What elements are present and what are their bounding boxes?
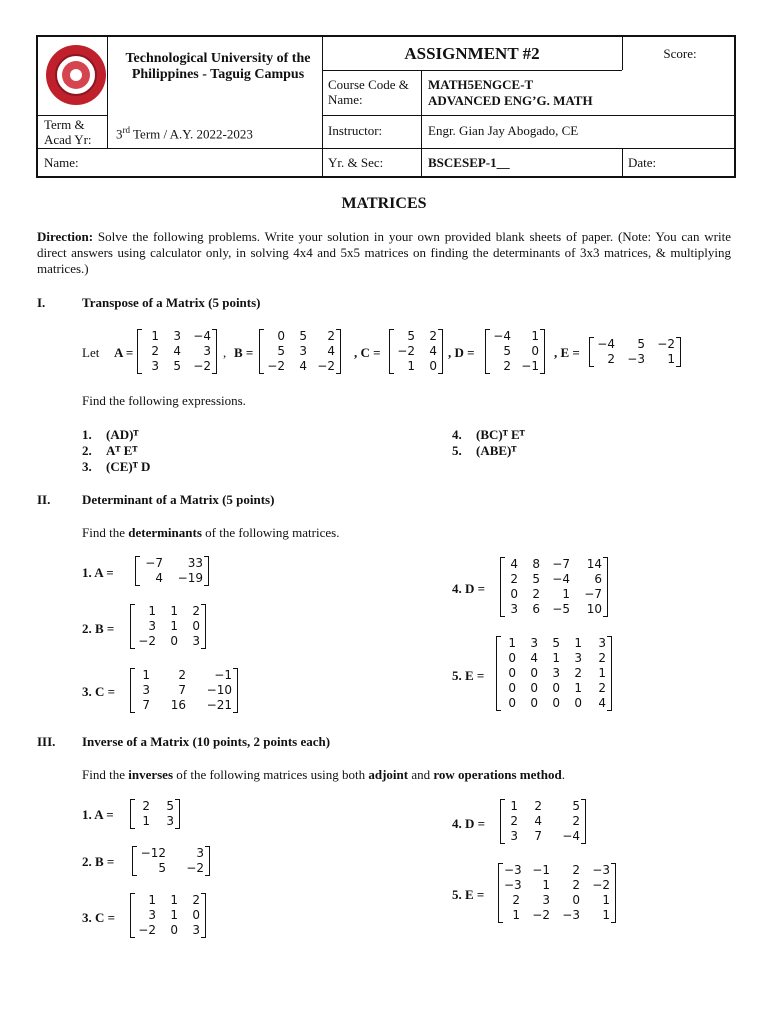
matrix-cell: 1 bbox=[602, 908, 610, 922]
matrix-cell: 5 bbox=[166, 799, 174, 813]
matrix-cell: 5 bbox=[532, 572, 540, 586]
matrix-label: B = bbox=[234, 345, 254, 360]
university-logo bbox=[46, 45, 106, 105]
matrix-cell: 1 bbox=[170, 908, 178, 922]
matrix-cell: 2 bbox=[192, 893, 200, 907]
matrix-cell: 4 bbox=[327, 344, 335, 358]
matrix-cell: 0 bbox=[530, 681, 538, 695]
right-bracket bbox=[438, 329, 443, 374]
matrix-cell: −4 bbox=[193, 329, 211, 343]
divider bbox=[622, 148, 623, 178]
matrix-C bbox=[133, 668, 235, 713]
matrix-cell: 1 bbox=[562, 587, 570, 601]
matrix-cell: 3 bbox=[574, 651, 582, 665]
matrix-cell: −1 bbox=[521, 359, 539, 373]
section-number: I. bbox=[37, 295, 46, 310]
item-number: 4. bbox=[452, 427, 462, 442]
matrix-cell: 3 bbox=[192, 923, 200, 937]
matrix-cell: 3 bbox=[510, 602, 518, 616]
matrix-cell: 2 bbox=[192, 604, 200, 618]
instructor-label: Instructor: bbox=[328, 123, 383, 138]
matrix-cell: 2 bbox=[510, 814, 518, 828]
matrix-cell: 3 bbox=[148, 908, 156, 922]
matrix-cell: 2 bbox=[574, 666, 582, 680]
matrix-cell: 2 bbox=[178, 668, 186, 682]
divider bbox=[322, 70, 622, 71]
matrix-cell: −4 bbox=[562, 829, 580, 843]
matrix-cell: 3 bbox=[510, 829, 518, 843]
left-bracket bbox=[389, 329, 394, 374]
matrix-cell: 4 bbox=[510, 557, 518, 571]
matrix-cell: 1 bbox=[531, 329, 539, 343]
divider bbox=[107, 37, 108, 148]
matrix-label: 1. A = bbox=[82, 565, 114, 580]
matrix-cell: 1 bbox=[667, 352, 675, 366]
matrix-cell: 3 bbox=[173, 329, 181, 343]
matrix-cell: 0 bbox=[552, 681, 560, 695]
item-number: 3. bbox=[82, 459, 92, 474]
matrix-cell: −12 bbox=[140, 846, 166, 860]
matrix-cell: −2 bbox=[657, 337, 675, 351]
section-number: III. bbox=[37, 734, 56, 749]
matrix-cell: 0 bbox=[429, 359, 437, 373]
matrix-label: 2. B = bbox=[82, 621, 115, 636]
matrix-cell: 5 bbox=[173, 359, 181, 373]
matrix-cell: 14 bbox=[586, 557, 602, 571]
yr-sec-value: BSCESEP-1__ bbox=[428, 155, 510, 170]
matrix-cell: 0 bbox=[574, 696, 582, 710]
matrix-cell: −19 bbox=[177, 571, 203, 585]
assignment-title: ASSIGNMENT #2 bbox=[404, 44, 540, 63]
right-bracket bbox=[175, 799, 180, 829]
matrix-label: , E = bbox=[554, 345, 580, 360]
matrix-E bbox=[501, 863, 613, 923]
left-bracket bbox=[132, 846, 137, 876]
matrix-cell: 3 bbox=[552, 666, 560, 680]
right-bracket bbox=[676, 337, 681, 367]
matrix-cell: 3 bbox=[148, 619, 156, 633]
matrix-label: 5. E = bbox=[452, 668, 485, 683]
matrix-cell: 1 bbox=[142, 668, 150, 682]
matrix-cell: 0 bbox=[192, 619, 200, 633]
item-number: 2. bbox=[82, 443, 92, 458]
left-bracket bbox=[498, 863, 503, 923]
matrix-cell: 4 bbox=[534, 814, 542, 828]
left-bracket bbox=[496, 636, 501, 711]
let-label: Let bbox=[82, 345, 100, 360]
matrix-cell: 4 bbox=[598, 696, 606, 710]
matrix-cell: 5 bbox=[407, 329, 415, 343]
matrix-cell: 0 bbox=[192, 908, 200, 922]
matrix-cell: 5 bbox=[158, 861, 166, 875]
matrix-cell: 4 bbox=[173, 344, 181, 358]
matrix-B bbox=[133, 604, 203, 649]
matrix-cell: −3 bbox=[504, 863, 522, 877]
term-value: 3rd Term / A.Y. 2022-2023 bbox=[116, 125, 253, 142]
matrix-cell: −4 bbox=[493, 329, 511, 343]
left-bracket bbox=[259, 329, 264, 374]
matrix-cell: −1 bbox=[532, 863, 550, 877]
matrix-E bbox=[499, 636, 609, 711]
matrix-cell: 0 bbox=[170, 923, 178, 937]
matrix-cell: −21 bbox=[206, 698, 232, 712]
matrix-cell: −4 bbox=[552, 572, 570, 586]
matrix-cell: 3 bbox=[203, 344, 211, 358]
course-label: Course Code & Name: bbox=[328, 77, 409, 107]
left-bracket bbox=[500, 557, 505, 617]
matrix-cell: 2 bbox=[142, 799, 150, 813]
matrix-cell: 8 bbox=[532, 557, 540, 571]
matrix-label: 1. A = bbox=[82, 807, 114, 822]
right-bracket bbox=[212, 329, 217, 374]
matrix-cell: 0 bbox=[572, 893, 580, 907]
item-number: 1. bbox=[82, 427, 92, 442]
instruction: Find the inverses of the following matrices using both adjoint and row operations method. bbox=[82, 767, 565, 782]
matrix-cell: −3 bbox=[592, 863, 610, 877]
matrix-cell: 0 bbox=[277, 329, 285, 343]
matrix-cell: −4 bbox=[597, 337, 615, 351]
matrix-cell: 1 bbox=[148, 604, 156, 618]
item-expression: (AD)ᵀ bbox=[106, 427, 139, 442]
matrix-cell: 1 bbox=[148, 893, 156, 907]
matrix-cell: 3 bbox=[542, 893, 550, 907]
university-name: Technological University of the Philippines - Taguig Campus bbox=[125, 51, 311, 82]
matrix-cell: 5 bbox=[637, 337, 645, 351]
matrix-B bbox=[135, 846, 207, 876]
section-number: II. bbox=[37, 492, 51, 507]
item-number: 5. bbox=[452, 443, 462, 458]
matrix-cell: 1 bbox=[142, 814, 150, 828]
date-label: Date: bbox=[628, 155, 657, 170]
matrix-A bbox=[140, 329, 214, 374]
section-title: Determinant of a Matrix (5 points) bbox=[82, 492, 275, 507]
matrix-cell: 1 bbox=[574, 636, 582, 650]
matrix-cell: 3 bbox=[598, 636, 606, 650]
matrix-cell: 1 bbox=[542, 878, 550, 892]
matrix-cell: 1 bbox=[510, 799, 518, 813]
right-bracket bbox=[603, 557, 608, 617]
matrix-cell: −2 bbox=[532, 908, 550, 922]
matrix-cell: −2 bbox=[138, 923, 156, 937]
right-bracket bbox=[581, 799, 586, 844]
matrix-cell: 3 bbox=[530, 636, 538, 650]
matrix-cell: 1 bbox=[598, 666, 606, 680]
matrix-cell: 4 bbox=[429, 344, 437, 358]
matrix-label: 4. D = bbox=[452, 581, 486, 596]
right-bracket bbox=[540, 329, 545, 374]
right-bracket bbox=[336, 329, 341, 374]
right-bracket bbox=[607, 636, 612, 711]
matrix-cell: 2 bbox=[327, 329, 335, 343]
matrix-cell: 5 bbox=[503, 344, 511, 358]
score-label: Score: bbox=[663, 46, 697, 61]
matrix-cell: 5 bbox=[299, 329, 307, 343]
divider bbox=[38, 148, 736, 149]
course-code: MATH5ENGCE-T bbox=[428, 77, 534, 92]
right-bracket bbox=[201, 604, 206, 649]
right-bracket bbox=[204, 556, 209, 586]
matrix-cell: 1 bbox=[508, 636, 516, 650]
matrix-cell: 0 bbox=[510, 587, 518, 601]
matrix-cell: −2 bbox=[186, 861, 204, 875]
matrix-cell: 0 bbox=[531, 344, 539, 358]
matrix-cell: −3 bbox=[627, 352, 645, 366]
name-label: Name: bbox=[44, 155, 79, 170]
matrix-cell: 5 bbox=[552, 636, 560, 650]
instruction: Find the following expressions. bbox=[82, 393, 246, 408]
right-bracket bbox=[205, 846, 210, 876]
matrix-label: , C = bbox=[354, 345, 381, 360]
matrix-cell: 2 bbox=[512, 893, 520, 907]
matrix-cell: −10 bbox=[206, 683, 232, 697]
matrix-B bbox=[262, 329, 338, 374]
matrix-cell: 7 bbox=[534, 829, 542, 843]
matrix-cell: 2 bbox=[572, 814, 580, 828]
matrix-cell: 2 bbox=[534, 799, 542, 813]
matrix-cell: −2 bbox=[138, 634, 156, 648]
matrix-cell: 1 bbox=[602, 893, 610, 907]
matrix-cell: 2 bbox=[572, 878, 580, 892]
section-title: Transpose of a Matrix (5 points) bbox=[82, 295, 261, 310]
item-expression: (BC)ᵀ Eᵀ bbox=[476, 427, 525, 442]
matrix-cell: 4 bbox=[155, 571, 163, 585]
matrix-cell: 3 bbox=[196, 846, 204, 860]
matrix-label: 3. C = bbox=[82, 684, 116, 699]
matrix-cell: −2 bbox=[267, 359, 285, 373]
matrix-D bbox=[503, 557, 605, 617]
matrix-cell: 7 bbox=[142, 698, 150, 712]
matrix-cell: 2 bbox=[572, 863, 580, 877]
matrix-cell: 6 bbox=[532, 602, 540, 616]
matrix-cell: −2 bbox=[397, 344, 415, 358]
matrix-cell: 3 bbox=[142, 683, 150, 697]
matrix-cell: 0 bbox=[552, 696, 560, 710]
left-bracket bbox=[135, 556, 140, 586]
matrix-A bbox=[133, 799, 177, 829]
divider bbox=[322, 115, 736, 116]
matrix-C bbox=[133, 893, 203, 938]
matrix-cell: 4 bbox=[530, 651, 538, 665]
matrix-cell: 1 bbox=[512, 908, 520, 922]
matrix-cell: 1 bbox=[574, 681, 582, 695]
matrix-cell: 3 bbox=[151, 359, 159, 373]
matrix-cell: 2 bbox=[151, 344, 159, 358]
item-expression: (ABE)ᵀ bbox=[476, 443, 517, 458]
matrix-cell: −7 bbox=[584, 587, 602, 601]
matrix-cell: 6 bbox=[594, 572, 602, 586]
matrix-D bbox=[488, 329, 542, 374]
matrix-cell: −2 bbox=[317, 359, 335, 373]
instructor-value: Engr. Gian Jay Abogado, CE bbox=[428, 123, 579, 138]
matrix-cell: 2 bbox=[598, 681, 606, 695]
matrix-label: A = bbox=[114, 345, 134, 360]
matrix-E bbox=[592, 337, 678, 367]
left-bracket bbox=[130, 799, 135, 829]
divider bbox=[421, 70, 422, 178]
matrix-label: , D = bbox=[448, 345, 475, 360]
matrix-cell: 1 bbox=[407, 359, 415, 373]
course-name: ADVANCED ENG’G. MATH bbox=[428, 93, 593, 108]
matrix-cell: −3 bbox=[504, 878, 522, 892]
header-table bbox=[36, 35, 736, 178]
matrix-cell: 10 bbox=[586, 602, 602, 616]
matrix-cell: 0 bbox=[508, 651, 516, 665]
divider bbox=[38, 115, 108, 116]
matrix-cell: 1 bbox=[170, 619, 178, 633]
left-bracket bbox=[500, 799, 505, 844]
matrix-cell: 2 bbox=[510, 572, 518, 586]
item-expression: (CE)ᵀ D bbox=[106, 459, 151, 474]
matrix-cell: 0 bbox=[530, 666, 538, 680]
matrix-A bbox=[138, 556, 206, 586]
matrix-cell: 0 bbox=[530, 696, 538, 710]
matrix-D bbox=[503, 799, 583, 844]
matrix-cell: −7 bbox=[552, 557, 570, 571]
left-bracket bbox=[130, 668, 135, 713]
matrix-cell: −2 bbox=[193, 359, 211, 373]
section-title: Inverse of a Matrix (10 points, 2 points each) bbox=[82, 734, 331, 749]
term-label: Term & Acad Yr: bbox=[44, 117, 92, 147]
comma: , bbox=[223, 345, 227, 360]
right-bracket bbox=[611, 863, 616, 923]
left-bracket bbox=[130, 893, 135, 938]
direction-paragraph: Direction: Solve the following problems. Write your solution in your own provided blank sheets of paper. (Note: You can write direct answers using calculator only, in solving 4x4 and 5x5 matrices on finding the determinants of 3x3 matrices, & multiplying matrices.) bbox=[37, 229, 731, 276]
right-bracket bbox=[201, 893, 206, 938]
left-bracket bbox=[137, 329, 142, 374]
matrix-cell: 3 bbox=[166, 814, 174, 828]
left-bracket bbox=[589, 337, 594, 367]
matrix-cell: 0 bbox=[170, 634, 178, 648]
right-bracket bbox=[233, 668, 238, 713]
matrix-cell: 2 bbox=[607, 352, 615, 366]
matrix-cell: 1 bbox=[552, 651, 560, 665]
matrix-cell: 5 bbox=[277, 344, 285, 358]
matrix-cell: −7 bbox=[145, 556, 163, 570]
matrix-cell: 4 bbox=[299, 359, 307, 373]
matrix-cell: 5 bbox=[572, 799, 580, 813]
yr-sec-label: Yr. & Sec: bbox=[328, 155, 384, 170]
matrix-cell: 0 bbox=[508, 666, 516, 680]
matrix-cell: 2 bbox=[598, 651, 606, 665]
matrix-cell: 2 bbox=[503, 359, 511, 373]
matrix-cell: 3 bbox=[299, 344, 307, 358]
divider bbox=[622, 37, 623, 70]
document-title: MATRICES bbox=[341, 195, 427, 212]
matrix-label: 2. B = bbox=[82, 854, 115, 869]
matrix-cell: 1 bbox=[170, 604, 178, 618]
matrix-cell: 3 bbox=[192, 634, 200, 648]
matrix-cell: −2 bbox=[592, 878, 610, 892]
matrix-cell: −3 bbox=[562, 908, 580, 922]
item-expression: Aᵀ Eᵀ bbox=[106, 443, 138, 458]
matrix-cell: 0 bbox=[508, 681, 516, 695]
matrix-C bbox=[392, 329, 440, 374]
matrix-cell: −1 bbox=[214, 668, 232, 682]
matrix-cell: 1 bbox=[151, 329, 159, 343]
matrix-cell: 2 bbox=[429, 329, 437, 343]
matrix-cell: 1 bbox=[170, 893, 178, 907]
matrix-cell: −5 bbox=[552, 602, 570, 616]
matrix-cell: 33 bbox=[187, 556, 203, 570]
matrix-cell: 7 bbox=[178, 683, 186, 697]
matrix-cell: 16 bbox=[170, 698, 186, 712]
left-bracket bbox=[485, 329, 490, 374]
instruction: Find the determinants of the following matrices. bbox=[82, 525, 340, 540]
matrix-cell: 0 bbox=[508, 696, 516, 710]
matrix-label: 4. D = bbox=[452, 816, 486, 831]
matrix-label: 5. E = bbox=[452, 887, 485, 902]
matrix-cell: 2 bbox=[532, 587, 540, 601]
matrix-label: 3. C = bbox=[82, 910, 116, 925]
left-bracket bbox=[130, 604, 135, 649]
